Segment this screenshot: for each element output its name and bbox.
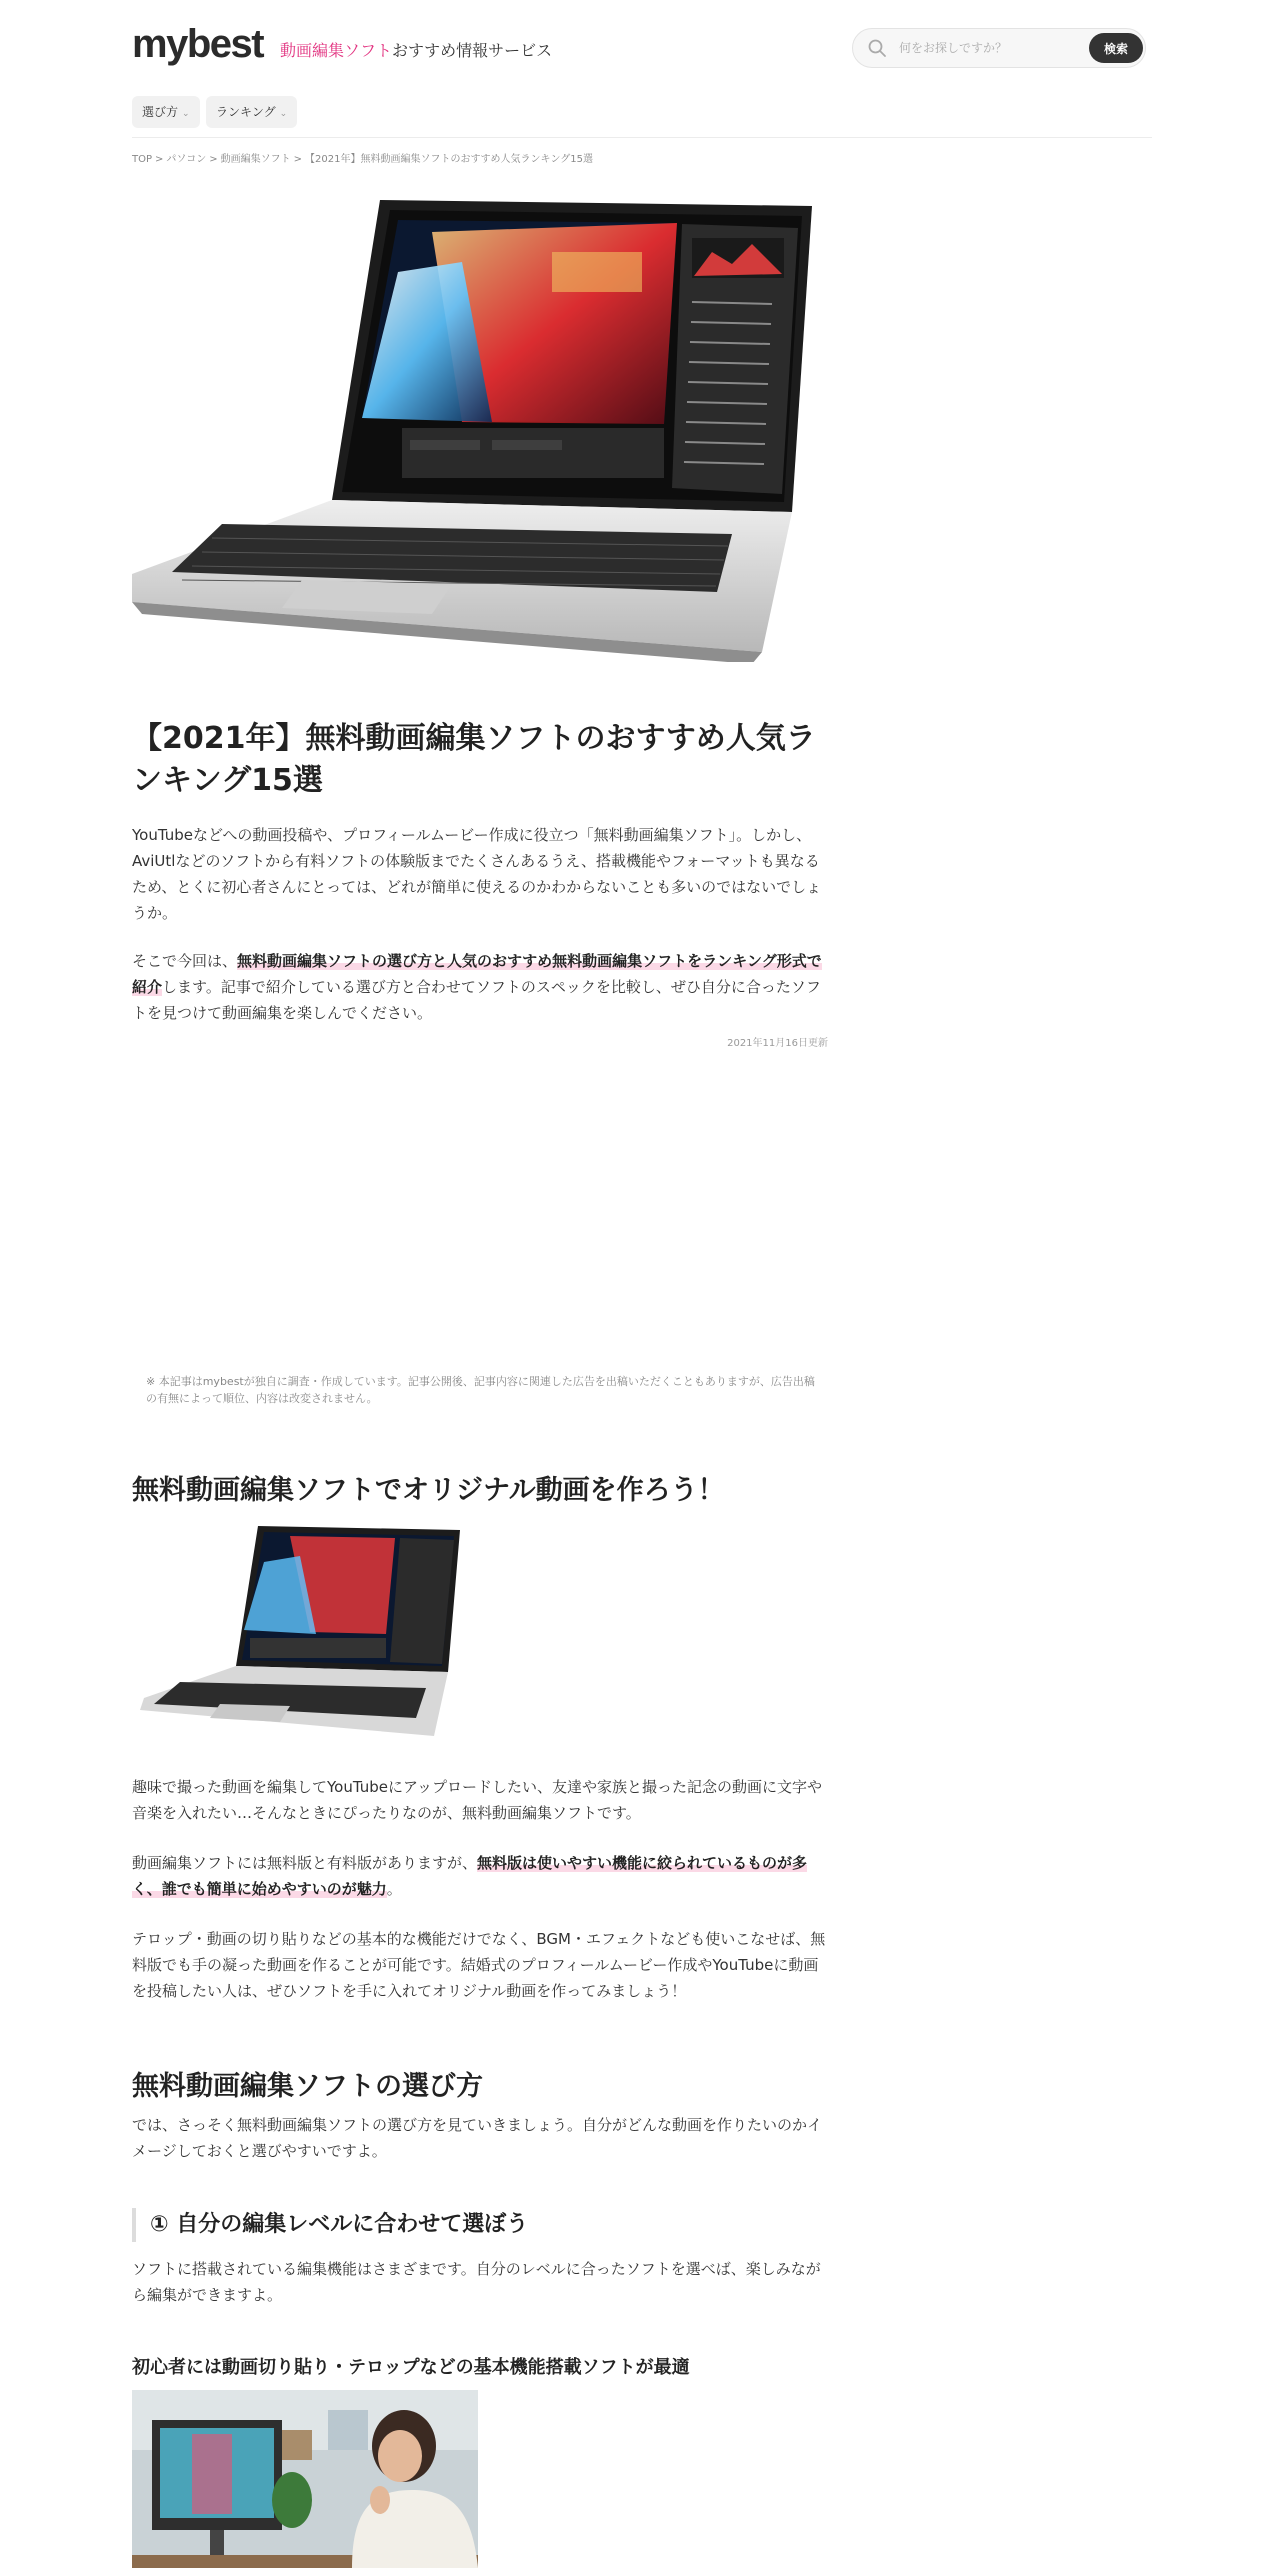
nav-label: ランキング <box>216 105 276 119</box>
section1-paragraph-2: 動画編集ソフトには無料版と有料版がありますが、無料版は使いやすい機能に絞られているものが多く、誰でも簡単に始めやすいのが魅力。 <box>132 1854 808 1898</box>
laptop-thumbnail-image <box>140 1522 470 1740</box>
chevron-down-icon: ⌄ <box>182 109 190 119</box>
search-button[interactable]: 検索 <box>1089 33 1143 63</box>
nav-label: 選び方 <box>142 105 179 119</box>
breadcrumb-category[interactable]: 動画編集ソフト <box>220 154 291 165</box>
mybest-logo[interactable]: mybest <box>132 22 264 66</box>
section2-paragraph-1: では、さっそく無料動画編集ソフトの選び方を見ていきましょう。自分がどんな動画を作りたいのかイメージしておくと選びやすいですよ。 <box>132 2116 823 2160</box>
section1-paragraph-3: テロップ・動画の切り貼りなどの基本的な機能だけでなく、BGM・エフェクトなども使いこなせば、無料版でも手の凝った動画を作ることが可能です。結婚式のプロフィールムービー作成やYouTubeに動画を投稿したい人は、ぜひソフトを手に入れてオリジナル動画を作ってみましょう！ <box>132 1930 826 2000</box>
intro-paragraph-1: YouTubeなどへの動画投稿や、プロフィールムービー作成に役立つ「無料動画編集ソフト」。しかし、AviUtlなどのソフトから有料ソフトの体験版までたくさんあるうえ、搭載機能やフォーマットも異なるため、とくに初心者さんにとっては、どれが簡単に使えるのかわからないことも多いのではないでしょうか。 <box>132 826 822 922</box>
section-heading-create-video: 無料動画編集ソフトでオリジナル動画を作ろう！ <box>132 1475 725 1506</box>
subsection-heading-edit-level: ① 自分の編集レベルに合わせて選ぼう <box>132 2208 528 2242</box>
chevron-down-icon: ⌄ <box>279 109 288 119</box>
nav-ranking[interactable] <box>206 96 297 128</box>
point-heading-beginner: 初心者には動画切り貼り・テロップなどの基本機能搭載ソフトが最適 <box>132 2357 690 2378</box>
breadcrumb-pc[interactable]: パソコン <box>166 154 207 165</box>
nav-selection-guide[interactable] <box>132 96 200 128</box>
search-icon <box>867 38 887 58</box>
hero-laptop-image <box>132 182 828 692</box>
woman-at-computer-photo <box>132 2390 478 2568</box>
tagline-rest: おすすめ情報サービス <box>392 41 553 60</box>
tagline-category[interactable]: 動画編集ソフト <box>280 41 393 60</box>
intro-highlight: 無料動画編集ソフトの選び方と人気のおすすめ無料動画編集ソフトをランキング形式で紹介 <box>132 952 822 996</box>
breadcrumb-top[interactable]: TOP <box>132 154 153 165</box>
section1-paragraph-1: 趣味で撮った動画を編集してYouTubeにアップロードしたい、友達や家族と撮った記念の動画に文字や音楽を入れたい…そんなときにぴったりなのが、無料動画編集ソフトです。 <box>132 1778 822 1822</box>
search-input[interactable] <box>899 37 1079 59</box>
disclaimer-note: ※ 本記事はmybestが独自に調査・作成しています。記事公開後、記事内容に関連した広告を出稿いただくこともありますが、広告出稿の有無によって順位、内容は改変されません。 <box>146 1375 815 1405</box>
search-box <box>852 28 1146 68</box>
breadcrumb: TOP > パソコン > 動画編集ソフト > 【2021年】無料動画編集ソフトのおすすめ人気ランキング15選 <box>132 154 593 165</box>
header-tagline <box>280 38 552 61</box>
article-title: 【2021年】無料動画編集ソフトのおすすめ人気ランキング15選 <box>132 721 816 798</box>
intro-paragraph-2: そこで今回は、無料動画編集ソフトの選び方と人気のおすすめ無料動画編集ソフトをランキング形式で紹介します。記事で紹介している選び方と合わせてソフトのスペックを比較し、ぜひ自分に合ったソフトを見つけて動画編集を楽しんでください。 <box>132 952 822 1022</box>
subsection-paragraph: ソフトに搭載されている編集機能はさまざまです。自分のレベルに合ったソフトを選べば、楽しみながら編集ができますよ。 <box>132 2260 821 2304</box>
section1-highlight: 無料版は使いやすい機能に絞られているものが多く、誰でも簡単に始めやすいのが魅力 <box>132 1854 808 1898</box>
updated-date: 2021年11月16日更新 <box>727 1038 828 1049</box>
section-heading-how-to-choose: 無料動画編集ソフトの選び方 <box>132 2071 483 2102</box>
breadcrumb-current: 【2021年】無料動画編集ソフトのおすすめ人気ランキング15選 <box>305 154 593 165</box>
header-divider <box>132 137 1152 138</box>
